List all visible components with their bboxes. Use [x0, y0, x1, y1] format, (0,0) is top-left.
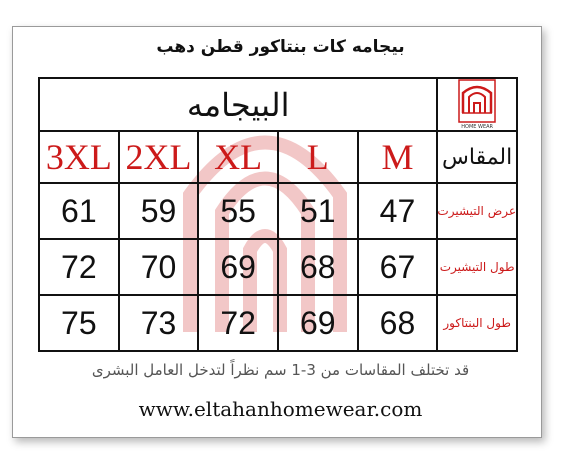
size-label: 3XL [39, 131, 119, 183]
value-cell: 68 [358, 295, 438, 351]
value-cell: 73 [119, 295, 199, 351]
value-cell: 68 [278, 239, 358, 295]
value-cell: 75 [39, 295, 119, 351]
row-label: عرض التيشيرت [437, 183, 517, 239]
size-label: 2XL [119, 131, 199, 183]
size-label: XL [198, 131, 278, 183]
value-cell: 67 [358, 239, 438, 295]
value-cell: 69 [198, 239, 278, 295]
brand-logo-icon [458, 79, 496, 123]
measurement-note: قد تختلف المقاسات من 3-1 سم نظراً لتدخل العامل البشرى [91, 361, 470, 379]
measure-header: المقاس [437, 131, 517, 183]
value-cell: 70 [119, 239, 199, 295]
value-cell: 59 [119, 183, 199, 239]
row-label: طول التيشيرت [437, 239, 517, 295]
size-label: L [278, 131, 358, 183]
value-cell: 47 [358, 183, 438, 239]
value-cell: 69 [278, 295, 358, 351]
logo-caption: HOME WEAR [461, 124, 494, 130]
value-cell: 51 [278, 183, 358, 239]
website-url: www.eltahanhomewear.com [138, 397, 423, 421]
size-label: M [358, 131, 438, 183]
product-title: بيجامه كات بنتاكور قطن دهب [156, 37, 405, 57]
logo-cell [437, 78, 517, 131]
size-table [38, 77, 518, 352]
value-cell: 72 [198, 295, 278, 351]
value-cell: 55 [198, 183, 278, 239]
row-label: طول البنتاكور [437, 295, 517, 351]
value-cell: 72 [39, 239, 119, 295]
product-name: البيجامه [39, 78, 437, 131]
value-cell: 61 [39, 183, 119, 239]
